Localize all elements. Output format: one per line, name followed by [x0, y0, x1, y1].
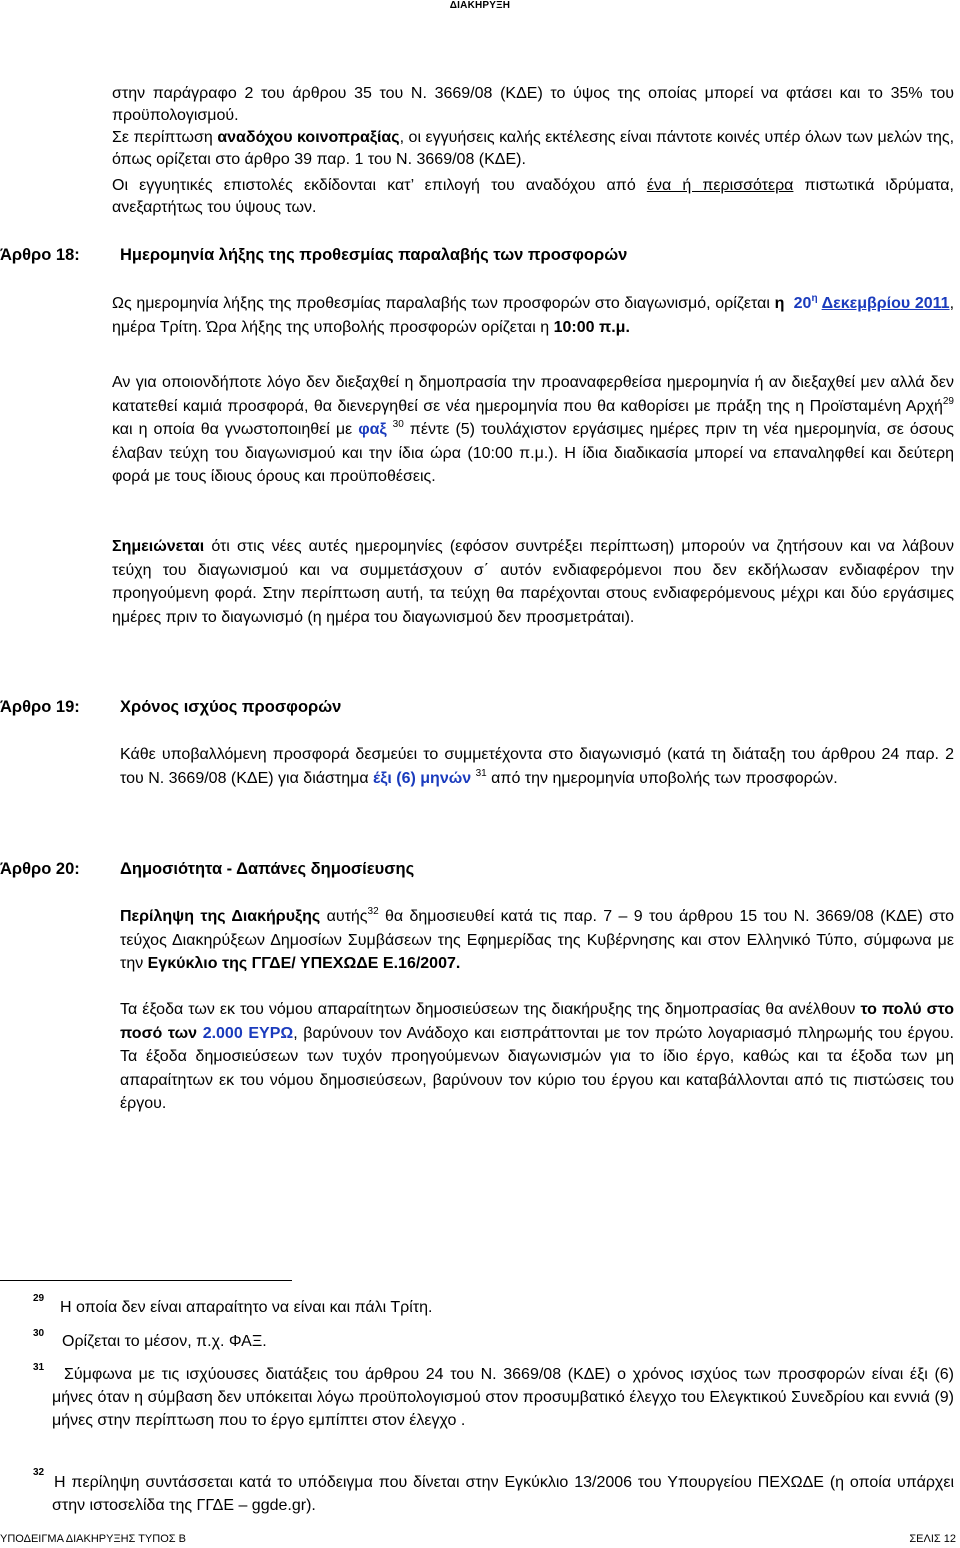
a18-p2-text-b: και η οποία θα γνωστοποιηθεί με — [112, 421, 359, 438]
a20-p1-text-a: αυτής — [320, 908, 368, 925]
a18-p1-time: 10:00 π.μ. — [553, 318, 630, 336]
intro-p2-underlined: ένα ή περισσότερα — [646, 177, 794, 194]
a19-p1-six-months: έξι (6) μηνών — [373, 769, 472, 787]
intro-text-a: στην παράγραφο 2 του άρθρου 35 του Ν. 3669/08 (ΚΔΕ) το ύψος της οποίας μπορεί να φτάσει και το 35% του προϋπολογισμού. — [112, 85, 954, 124]
footnote-29-number: 29 — [33, 1293, 45, 1304]
footnote-32-body: Η περίληψη συντάσσεται κατά το υπόδειγμα που δίνεται στην Εγκύκλιο 13/2006 του Υπουργείου ΠΕΧΩΔΕ (η οποία υπάρχει στην ιστοσελίδα της ΓΓΔΕ – ggde.gr). — [52, 1474, 954, 1514]
a20-p1-bold: Περίληψη της Διακήρυξης — [120, 908, 321, 925]
a18-p1-text-a: Ως ημερομηνία λήξης της προθεσμίας παραλαβής των προσφορών στο διαγωνισμό, ορίζεται — [112, 295, 775, 312]
intro-p2-text-a: Οι εγγυητικές επιστολές εκδίδονται κατ’ επιλογή του αναδόχου από — [112, 177, 647, 194]
a18-p3-text: ότι στις νέες αυτές ημερομηνίες (εφόσον συντρέξει περίπτωση) μπορούν να ζητήσουν και να λάβουν τεύχη του διαγωνισμού και να συμμετάσχουν σ΄ αυτόν ενδιαφερόμενοι που δεν εκδήλωσαν ενδιαφέρον την προηγούμενη φορά. Στην περίπτωση αυτή, τα τεύχη θα παρέχονται στους ενδιαφερόμενους μέχρι και δύο εργάσιμες ημέρες πριν το διαγωνισμό (η ημέρα του διαγωνισμού δεν προσμετράται). — [112, 538, 954, 626]
a20-p2-text-b: , βαρύνουν τον Ανάδοχο και εισπράττονται με τον πρώτο λογαριασμό πληρωμής του έργου. Τα έξοδα δημοσιεύσεων των τυχόν προηγούμενων διαγωνισμών για το ίδιο έργο, καθώς και τα έξοδα των μη απαραίτητων εκ του νόμου δημοσιεύσεων, βαρύνουν τον κύριο του έργου και καταβάλλονται από τις πιστώσεις του έργου. — [120, 1024, 954, 1112]
a20-p2-bold: το πολύ στο ποσό των — [120, 1001, 954, 1042]
a20-p2-amount: 2.000 ΕΥΡΩ — [202, 1024, 294, 1042]
footnote-separator — [0, 1280, 292, 1281]
intro-text-c: , οι εγγυήσεις καλής εκτέλεσης είναι πάντοτε κοινές υπέρ όλων των μελών της, όπως ορίζεται στο άρθρο 39 παρ. 1 του Ν. 3669/08 (ΚΔΕ). — [112, 129, 955, 168]
article-20-title: Δημοσιότητα - Δαπάνες δημοσίευσης — [120, 860, 415, 878]
footer-document-title: ΥΠΟΔΕΙΓΜΑ ΔΙΑΚΗΡΥΞΗΣ ΤΥΠΟΣ Β — [0, 1533, 186, 1545]
article-19-number: Άρθρο 19: — [0, 698, 80, 716]
a20-p1-bold-2: Εγκύκλιο της ΓΓΔΕ/ ΥΠΕΧΩΔΕ Ε.16/2007. — [147, 955, 461, 972]
footnote-ref-29: 29 — [942, 395, 954, 407]
a18-p1-text-c: Ώρα λήξης της υποβολής προσφορών ορίζεται η — [201, 318, 554, 336]
article-18-title: Ημερομηνία λήξης της προθεσμίας παραλαβής των προσφορών — [120, 246, 628, 264]
a18-p2-fax: φαξ — [358, 421, 387, 438]
intro-paragraph-1 — [112, 83, 954, 171]
page-header-title: ΔΙΑΚΗΡΥΞΗ — [449, 0, 511, 11]
article-18-paragraph-1 — [112, 292, 954, 339]
a18-p1-h: η — [774, 295, 785, 312]
a19-p1-text-b: από την ημερομηνία υποβολής των προσφορών. — [486, 769, 838, 787]
intro-p2-text-b: πιστωτικά ιδρύματα, ανεξαρτήτως του ύψους των. — [112, 177, 955, 216]
a18-day-sup: η — [811, 293, 818, 304]
a18-p1-day — [794, 295, 950, 312]
article-20-number: Άρθρο 20: — [0, 860, 80, 878]
article-18-paragraph-3 — [112, 535, 954, 629]
intro-paragraph-2 — [112, 175, 954, 219]
footnote-31-text — [52, 1363, 954, 1432]
footnote-32-text — [52, 1471, 954, 1517]
footnote-29-text: Η οποία δεν είναι απαραίτητο να είναι και πάλι Τρίτη. — [60, 1299, 433, 1316]
a18-p1-text-b: , ημέρα Τρίτη. — [112, 295, 955, 336]
footnote-ref-30: 30 — [392, 419, 404, 430]
article-19-paragraph-1 — [120, 743, 954, 790]
article-20-paragraph-1 — [120, 905, 954, 976]
a18-day-number: 20 — [793, 295, 812, 312]
intro-bold-joint-venture: αναδόχου κοινοπραξίας — [217, 129, 400, 146]
article-20-paragraph-2 — [120, 998, 954, 1116]
article-18-paragraph-2 — [112, 371, 954, 489]
a18-p2-text-c: πέντε (5) τουλάχιστον εργάσιμες ημέρες πριν τη νέα ημερομηνία, σε όσους έλαβαν τεύχη του διαγωνισμού και την ίδια ώρα (10:00 π.μ.). Η ίδια διαδικασία μπορεί να επαναληφθεί και δεύτερη φορά με τους ίδιους όρους και προϋποθέσεις. — [112, 421, 955, 485]
footnote-31-body: Σύμφωνα με τις ισχύουσες διατάξεις του άρθρου 24 του Ν. 3669/08 (ΚΔΕ) ο χρόνος ισχύος των προσφορών είναι έξι (6) μήνες όταν η σύμβαση δεν υπόκειται λόγω προϋπολογισμού στον προσυμβατικό έλεγχο του Ελεγκτικού Συνεδρίου και εννιά (9) μήνες στην περίπτωση που το έργο εμπίπτει στον έλεγχο . — [52, 1366, 954, 1429]
footnote-ref-32: 32 — [367, 906, 379, 917]
footnote-32-number: 32 — [33, 1467, 45, 1478]
footnote-31-number: 31 — [33, 1362, 45, 1373]
article-18-number: Άρθρο 18: — [0, 246, 80, 264]
a18-p3-bold: Σημειώνεται — [112, 538, 205, 555]
footnote-ref-31: 31 — [475, 767, 487, 779]
footnote-30-number: 30 — [33, 1328, 45, 1339]
a18-month: Δεκεμβρίου 2011 — [821, 295, 950, 312]
a18-p2-text-a: Αν για οποιονδήποτε λόγο δεν διεξαχθεί η δημοπρασία την προαναφερθείσα ημερομηνία ή αν διεξαχθεί μεν αλλά δεν κατατεθεί καμιά προσφορά, θα διενεργηθεί σε νέα ημερομηνία που θα καθορίσει με πράξη της η Προϊσταμένη Αρχή — [112, 374, 954, 415]
a20-p2-text-a: Τα έξοδα των εκ του νόμου απαραίτητων δημοσιεύσεων της διακήρυξης της δημοπρασίας θα ανέλθουν — [120, 1001, 861, 1018]
a19-p1-text-a: Κάθε υποβαλλόμενη προσφορά δεσμεύει το συμμετέχοντα στο διαγωνισμό (κατά τη διάταξη του άρθρου 24 παρ. 2 του Ν. 3669/08 (ΚΔΕ) για διάστημα — [120, 746, 954, 787]
article-19-title: Χρόνος ισχύος προσφορών — [120, 698, 342, 716]
intro-text-b: Σε περίπτωση — [112, 129, 218, 146]
footnote-30-text: Ορίζεται το μέσον, π.χ. ΦΑΞ. — [62, 1333, 267, 1350]
footer-page-number: ΣΕΛΙΣ 12 — [909, 1533, 956, 1545]
a20-p1-text-b: θα δημοσιευθεί κατά τις παρ. 7 – 9 του άρθρου 15 του Ν. 3669/08 (ΚΔΕ) στο τεύχος Διακηρύξεων Δημοσίων Συμβάσεων της Εφημερίδας της Κυβέρνησης και στον Ελληνικό Τύπο, σύμφωνα με την — [120, 908, 955, 972]
